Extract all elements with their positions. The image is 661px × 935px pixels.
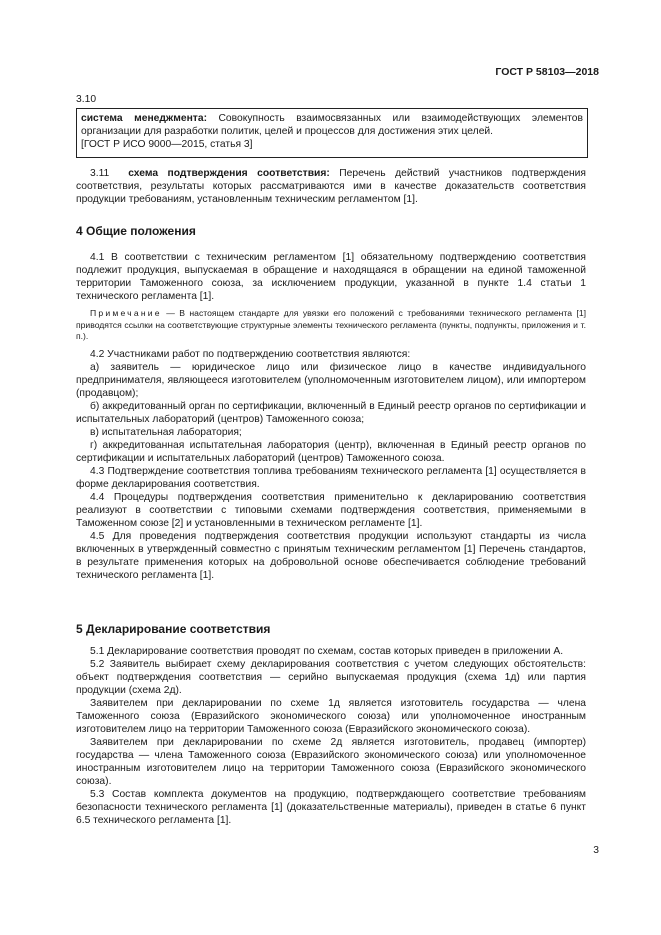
para-4-2-c: в) испытательная лаборатория; bbox=[90, 426, 242, 438]
section-5-body bbox=[76, 645, 586, 827]
term-3-11-number: 3.11 bbox=[90, 168, 110, 179]
section-4-heading: 4 Общие положения bbox=[76, 224, 196, 238]
note-text: — В настоящем стандарте для увязки его положений с требованиями технического регламента [1] приводятся ссылки на соответствующие структурные элементы технического регламента (пункты, подпункты, приложения и т. п.). bbox=[76, 308, 586, 341]
para-4-2-a: а) заявитель — юридическое лицо или физическое лицо в качестве индивидуального предпринимателя, являющееся изготовителем (уполномоченным изготовителем лицом), или импортером (продавцом); bbox=[76, 361, 586, 399]
term-3-10-term: система менеджмента: bbox=[81, 113, 207, 124]
term-3-10-definition bbox=[77, 109, 587, 138]
term-definition-box bbox=[76, 108, 588, 158]
para-4-5: 4.5 Для проведения подтверждения соответствия продукции используют стандарты из числа включенных в утвержденный совместно с принятым техническим регламентом [1] Перечень стандартов, в результате применения которых на добровольной основе обеспечивается соблюдение требований технического регламента [1]. bbox=[76, 530, 586, 581]
note-label: Примечание bbox=[90, 308, 162, 318]
para-4-2-d: г) аккредитованная испытательная лаборатория (центр), включенная в Единый реестр органов по сертификации и испытательных лабораторий (центров) Таможенного союза. bbox=[76, 439, 586, 464]
term-3-11-text: Перечень действий участников подтверждения соответствия, результаты которых рассматриваются ими в качестве доказательств соответствия продукции требованиям, установленным техническим регламентом [1]. bbox=[76, 168, 586, 205]
para-5-3: 5.3 Состав комплекта документов на продукцию, подтверждающего соответствие требованиям безопасности технического регламента [1] (доказательственные материалы), приведен в статье 6 пункт 6.5 технического регламента [1]. bbox=[76, 789, 586, 826]
para-5-2: 5.2 Заявитель выбирает схему декларирования соответствия с учетом следующих обстоятельств: объект подтверждения соответствия — серийно выпускаемая продукция (схема 1д) или партия продукции (схема 2д). bbox=[76, 659, 586, 696]
section-4-body bbox=[76, 251, 586, 582]
para-5-1: 5.1 Декларирование соответствия проводят по схемам, состав которых приведен в приложении А. bbox=[90, 646, 564, 657]
term-3-11-term: схема подтверждения соответствия: bbox=[128, 168, 330, 179]
term-3-11 bbox=[76, 167, 586, 206]
para-4-1: 4.1 В соответствии с техническим регламентом [1] обязательному подтверждению соответствия подлежит продукция, выпускаемая в обращение и находящаяся в обращении на единой таможенной территории Таможенного союза, за исключением продукции, указанной в пункте 1.4 статьи 1 технического регламента [1]. bbox=[76, 252, 586, 302]
para-4-2-b: б) аккредитованный орган по сертификации, включенный в Единый реестр органов по сертификации и испытательных лабораторий (центров) Таможенного союза; bbox=[76, 400, 586, 425]
para-5-2-schema-1d: Заявителем при декларировании по схеме 1д является изготовитель государства — члена Таможенного союза (Евразийского экономического союза) или уполномоченное иностранным изготовителем лицо на территории Таможенного союза (Евразийского экономического союза). bbox=[76, 698, 586, 735]
term-3-10-text: Совокупность взаимосвязанных или взаимодействующих элементов организации для разработки политик, целей и процессов для достижения этих целей. bbox=[81, 113, 583, 137]
section-5-heading: 5 Декларирование соответствия bbox=[76, 622, 271, 636]
para-4-4: 4.4 Процедуры подтверждения соответствия применительно к декларированию соответствия реализуют в соответствии с типовыми схемами подтверждения соответствия, применяемыми в Таможенном союзе [2] и установленными в техническом регламенте [1]. bbox=[76, 491, 586, 529]
term-3-10-source: [ГОСТ Р ИСО 9000—2015, статья 3] bbox=[81, 139, 253, 150]
para-5-2-schema-2d: Заявителем при декларировании по схеме 2д является изготовитель, продавец (импортер) государства — члена Таможенного союза (Евразийского экономического союза) или уполномоченное иностранным изготовителем лицо на территории Таможенного союза (Евразийского экономического союза). bbox=[76, 737, 586, 787]
page-number: 3 bbox=[593, 845, 599, 856]
term-number-3-10: 3.10 bbox=[76, 94, 97, 105]
para-4-2: 4.2 Участниками работ по подтверждению соответствия являются: bbox=[90, 348, 411, 360]
document-id-header: ГОСТ Р 58103—2018 bbox=[495, 66, 599, 78]
para-4-3: 4.3 Подтверждение соответствия топлива требованиям технического регламента [1] осуществляется в форме декларирования соответствия. bbox=[76, 465, 586, 490]
note-4-1 bbox=[76, 308, 586, 343]
